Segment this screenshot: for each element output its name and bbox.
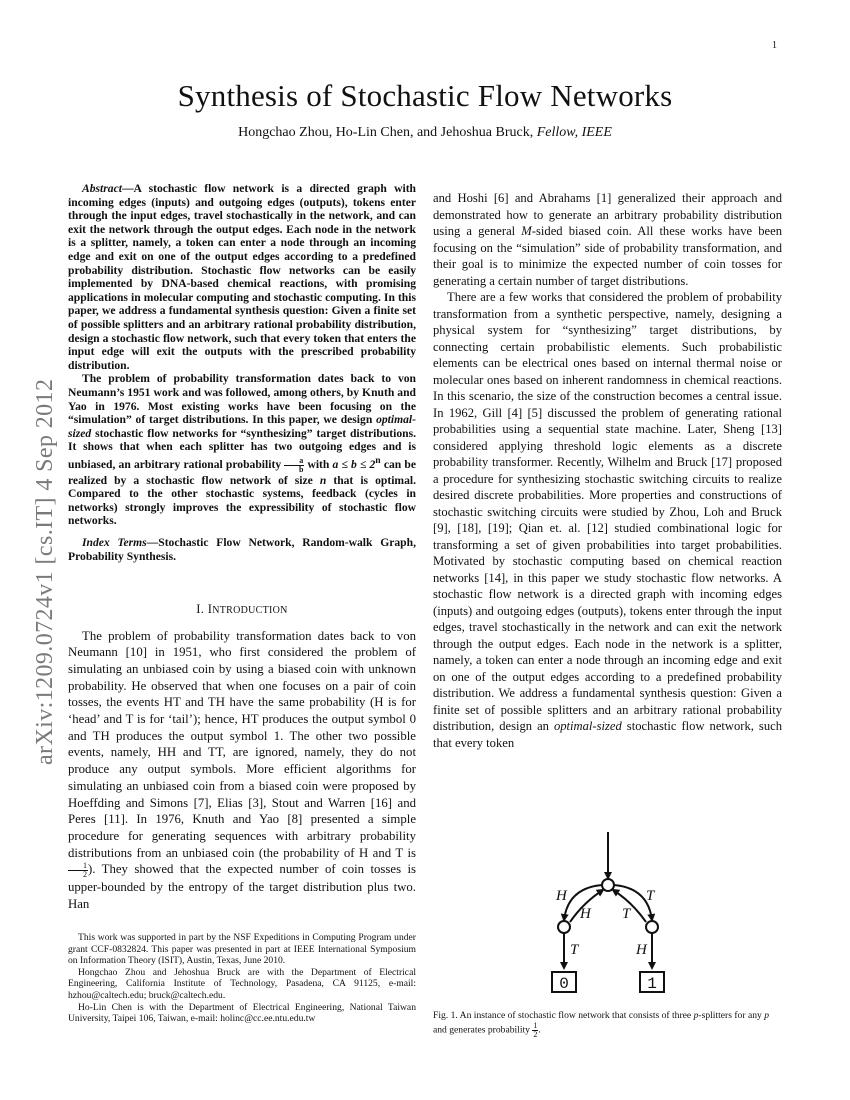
paper-title: Synthesis of Stochastic Flow Networks [177,78,673,113]
intro-text-a: The problem of probability transformation dates back to von Neumann [10] in 1951, who first considered the problem of simulating an unbiased coin by using a biased coin with unknown probability. He observed that when one focuses on a pair of coin tosses, the events HT and TH have the same probability (H is for ‘head’ and T is for ‘tail’); hence, HT produces the output symbol 0 and TH produces the output symbol 1. The other two possible events, namely, HH and TT, are ignored, namely, they do not produce any output symbols. More efficient algorithms for simulating an unbiased coin from a biased coin were proposed by Hoeffding and Simons [7], Elias [3], Stout and Warren [16] and Peres [11]. In 1976, Knuth and Yao [8] presented a simple procedure for generating sequences with arbitrary probability distributions from an unbiased coin (the probability of H and T is [68,628,416,860]
fraction-a-over-b [284,457,304,474]
intro-paragraph-1 [68,628,416,913]
caption-text-d: . [538,1024,541,1036]
footnotes [68,932,416,1025]
label-t-top: T [646,888,655,904]
footnote-affiliation-ntu: Ho-Lin Chen is with the Department of Electrical Engineering, National Taiwan University, Taipei 106, Taiwan, e-mail: holinc@cc.ee.ntu.edu.tw [68,1001,416,1025]
index-terms-lead: Index Terms [82,535,147,549]
right-paragraph-2 [433,289,782,751]
fraction-one-half [68,862,88,879]
abstract-lead: Abstract [82,182,122,195]
label-t-left: T [570,942,579,958]
right-paragraph-1 [433,190,782,289]
index-terms-text: —Stochastic Flow Network, Random-walk Graph, Probability Synthesis. [68,535,416,563]
section-numeral: I. [196,602,208,617]
arxiv-stamp: arXiv:1209.0724v1 [cs.IT] 4 Sep 2012 [32,378,58,765]
abstract-text-2b: stochastic flow networks for “synthesizing” target distributions. It shows that when each splitter has two outgoing edges and is unbiased, an arbitrary rational probability [68,426,416,471]
figure-1-caption [433,1010,782,1039]
abstract-paragraph-1 [68,182,416,372]
right-text-2a: There are a few works that considered the problem of probability transformation from a synthetic perspective, namely, designing a physical system for “synthesizing” target distributions, by connecting certain probabilistic elements. Such probabilistic elements can be electrical ones based on internal thermal noise or molecular ones based on inherent randomness in chemical reactions. In this scenario, the size of the construction becomes a central issue. In 1962, Gill [4] [5] discussed the problem of generating rational probabilities using a sequential state machine. Later, Sheng [13] considered applying threshold logic elements as a discrete probability transformer. Recently, Wilhelm and Bruck [17] proposed a procedure for synthesizing stochastic switching circuits to realize desired discrete probabilities. More properties and constructions of stochastic switching circuits were studied by Zhou, Loh and Bruck [9], [18], [19]; Qian et. al. [12] studied combinational logic for transforming a set of given probabilities into target probabilities. Motivated by stochastic computing based on chemical reaction networks [14], in this paper we study stochastic flow networks. A stochastic flow network is a directed graph with incoming edges (inputs) and outgoing edges (outputs), tokens enter through the input edges, travel stochastically in the network and can exit the network through the output edges. Each node in the network is a splitter, namely, a token can enter a node through an incoming edge and exit on one of the output edges according to a predefined probability distribution. We address a fundamental synthesis question: Given a finite set of possible splitters and an arbitrary rational probability distribution, design an [433,290,782,733]
section-title-rest: NTRODUCTION [212,605,288,617]
right-text-2b: stochastic flow network, such that every token [433,719,783,750]
output-label-0: 0 [559,975,569,993]
node-top [602,879,614,891]
math-n: n [319,473,327,487]
caption-text-a: Fig. 1. An instance of stochastic flow network that consists of three [433,1010,694,1021]
label-h-top: H [556,888,567,904]
abstract-text-2a: The problem of probability transformation dates back to von Neumann’s 1951 work and was followed, among others, by Knuth and Yao in 1976. Most existing works have been focusing on the “simulation” of target distributions. In this paper, we design [68,372,416,427]
fraction-numerator: 1 [533,1021,538,1030]
math-exponent: n [375,454,381,466]
footnote-affiliation-caltech: Hongchao Zhou and Jehoshua Bruck are with the Department of Electrical Engineering, California Institute of Technology, Pasadena, CA 91125, e-mail: hzhou@caltech.edu; bruck@caltech.edu. [68,966,416,1001]
fraction-denominator: 2 [83,869,87,879]
right-column [433,190,782,751]
author-fellow: Fellow, IEEE [536,125,612,140]
output-label-1: 1 [647,975,657,993]
label-h-right: H [636,942,647,958]
author-line [0,125,850,141]
label-t-inner: T [622,906,631,922]
fraction-denominator: b [299,464,304,474]
abstract-text-2e: that is optimal. Compared to the other stochastic systems, feedback (cycles in networks) strongly improves the expressibility of stochastic flow networks. [68,473,417,528]
caption-math-p2: p [764,1010,769,1021]
footnote-funding: This work was supported in part by the NSF Expeditions in Computing Program under grant CCF-0832824. This paper was presented in part at IEEE International Symposium on Information Theory (ISIT), Austin, Texas, June 2010. [68,932,416,967]
fraction-numerator: 1 [68,862,88,871]
node-right [646,921,658,933]
right-text-1b: -sided biased coin. All these works have been focusing on the “simulation” side of probability transformation, and their goal is to minimize the expected number of coin tosses for generating a certain number of target distributions. [433,224,782,288]
section-heading-introduction [68,601,416,619]
flow-network-svg [520,830,700,1002]
fraction-numerator: a [284,457,304,466]
node-left [558,921,570,933]
caption-text-c: and generates probability [433,1024,533,1036]
abstract-text-2c: with [304,457,333,471]
caption-text-b: -splitters for any [698,1010,765,1021]
fraction-denominator: 2 [533,1030,538,1039]
index-terms [68,536,416,563]
figure-1-diagram [520,830,700,1002]
math-inequality: a ≤ b ≤ 2 [332,457,376,471]
math-m: M [521,224,532,238]
left-column [68,182,416,912]
abstract-text-2d: can be realized by a stochastic flow network of size [68,457,416,487]
right-italic-term: optimal-sized [553,719,622,733]
abstract-paragraph-2 [68,372,416,528]
abstract-text: —A stochastic flow network is a directed graph with incoming edges (inputs) and outgoing edges (outputs), tokens enter through the input edges, travel stochastically in the network, and can exit the network through the output edges. Each node in the network is a splitter, namely, a token can enter a node through an incoming edge and exit on one of the output edges according to a predefined probability distribution. Stochastic flow networks can be easily implemented by DNA-based chemical reactions, with promising applications in molecular computing and stochastic computing. In this paper, we address a fundamental synthesis question: Given a finite set of possible splitters and an arbitrary rational probability distribution, design a stochastic flow network, such that every token that enters the input edge will exit the outputs with the prescribed probability distribution. [68,182,416,372]
intro-text-b: ). They showed that the expected number of coin tosses is upper-bounded by the entropy of the target distribution plus two. Han [68,862,416,911]
label-h-inner: H [580,906,591,922]
page-number: 1 [772,40,777,51]
section-title-initial: I [207,602,213,617]
right-text-1a: and Hoshi [6] and Abrahams [1] generalized their approach and demonstrated how to generate an arbitrary probability distribution using a general [433,191,782,238]
author-names: Hongchao Zhou, Ho-Lin Chen, and Jehoshua Bruck, [238,125,534,140]
abstract-italic-term: optimal-sized [68,413,416,440]
caption-math-p: p [693,1010,699,1021]
